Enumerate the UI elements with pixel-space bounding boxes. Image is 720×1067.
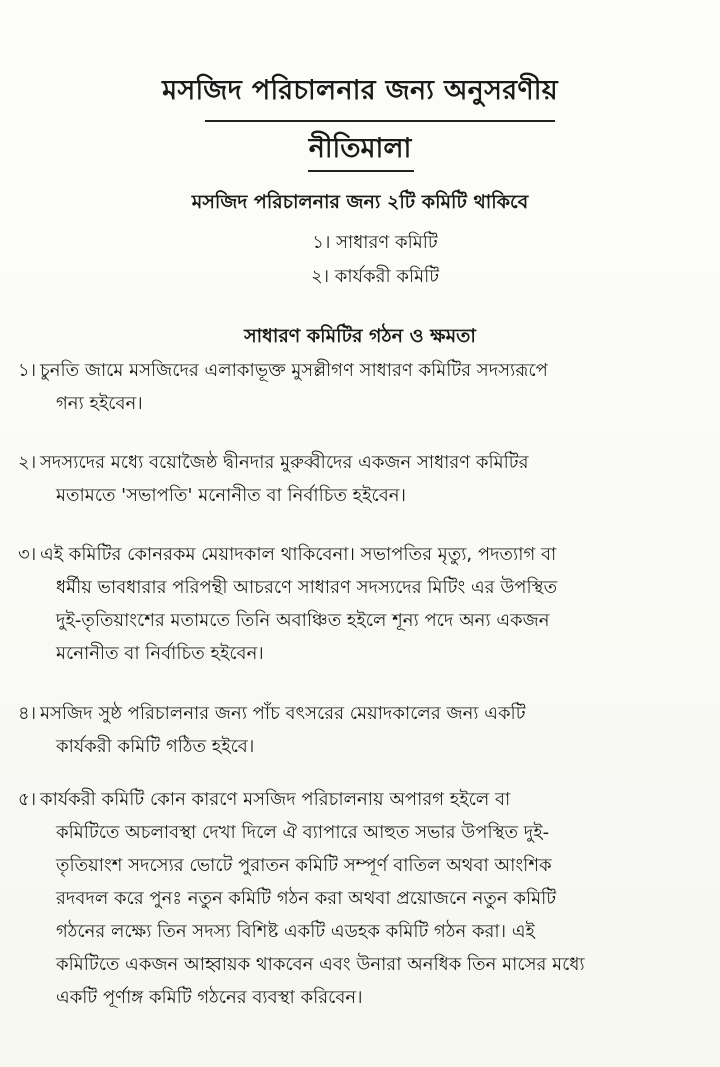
paragraph-3 bbox=[18, 538, 708, 670]
paragraph-line: সদস্যদের মধ্যে বয়োজৈষ্ঠ দ্বীনদার মুরুব্বীদের একজন সাধারণ কমিটির bbox=[40, 452, 529, 473]
paragraph-line: ধর্মীয় ভাবধারার পরিপন্থী আচরণে সাধারণ সদস্যদের মিটিং এর উপস্থিত bbox=[56, 577, 558, 598]
section-heading: সাধারণ কমিটির গঠন ও ক্ষমতা bbox=[244, 325, 476, 347]
paragraph-number: ১। bbox=[18, 360, 37, 381]
paragraph-4 bbox=[18, 697, 708, 763]
paragraph-line: এই কমিটির কোনরকম মেয়াদকাল থাকিবেনা। সভাপতির মৃত্যু, পদত্যাগ বা bbox=[40, 544, 557, 565]
paragraph-line: দুই-তৃতিয়াংশের মতামতে তিনি অবাঞ্চিত হইলে শূন্য পদে অন্য একজন bbox=[56, 610, 550, 631]
paragraph-line: গঠনের লক্ষ্যে তিন সদস্য বিশিষ্ট একটি এডহক কমিটি গঠন করা। এই bbox=[56, 921, 535, 942]
paragraph-number: ৫। bbox=[18, 789, 37, 810]
paragraph-line: মতামতে 'সভাপতি' মনোনীত বা নির্বাচিত হইবেন। bbox=[56, 485, 406, 506]
committee-item-executive: ২। কার্যকরী কমিটি bbox=[310, 266, 440, 287]
paragraph-line: একটি পূর্ণাঙ্গ কমিটি গঠনের ব্যবস্থা করিবেন। bbox=[56, 987, 363, 1008]
document-title-line-1: মসজিদ পরিচালনার জন্য অনুসরণীয় bbox=[162, 75, 558, 106]
paragraph-line: চুনতি জামে মসজিদের এলাকাভূক্ত মুসল্লীগণ সাধারণ কমিটির সদস্যরূপে bbox=[40, 360, 548, 381]
committee-item-general: ১। সাধারণ কমিটি bbox=[312, 232, 438, 253]
paragraph-number: ২। bbox=[18, 452, 37, 473]
paragraph-line: মসজিদ সুষ্ঠ পরিচালনার জন্য পাঁচ বৎসরের মেয়াদকালের জন্য একটি bbox=[40, 703, 526, 724]
paragraph-line: কার্যকরী কমিটি কোন কারণে মসজিদ পরিচালনায় অপারগ হইলে বা bbox=[40, 789, 511, 810]
title-underline-2 bbox=[308, 170, 414, 172]
paragraph-line: মনোনীত বা নির্বাচিত হইবেন। bbox=[56, 643, 264, 664]
paragraph-line: তৃতিয়াংশ সদস্যের ভোটে পুরাতন কমিটি সম্পূর্ণ বাতিল অথবা আংশিক bbox=[56, 855, 552, 876]
paragraph-line: কার্যকরী কমিটি গঠিত হইবে। bbox=[56, 736, 255, 757]
paragraph-line: কমিটিতে একজন আহ্বায়ক থাকবেন এবং উনারা অনধিক তিন মাসের মধ্যে bbox=[56, 954, 585, 975]
paragraph-number: ৩। bbox=[18, 544, 37, 565]
title-underline-1 bbox=[205, 120, 555, 122]
committee-list bbox=[0, 226, 720, 294]
paragraph-number: ৪। bbox=[18, 703, 37, 724]
paragraph-1 bbox=[18, 354, 708, 420]
paragraph-line: গন্য হইবেন। bbox=[56, 393, 143, 414]
paragraph-5 bbox=[18, 783, 708, 1014]
paragraph-line: রদবদল করে পুনঃ নতুন কমিটি গঠন করা অথবা প্রয়োজনে নতুন কমিটি bbox=[56, 888, 557, 909]
document-title-line-2: নীতিমালা bbox=[308, 133, 412, 164]
document-subtitle: মসজিদ পরিচালনার জন্য ২টি কমিটি থাকিবে bbox=[191, 191, 529, 213]
paragraph-2 bbox=[18, 446, 708, 512]
paragraph-line: কমিটিতে অচলাবস্থা দেখা দিলে ঐ ব্যাপারে আহুত সভার উপস্থিত দুই- bbox=[56, 822, 550, 843]
